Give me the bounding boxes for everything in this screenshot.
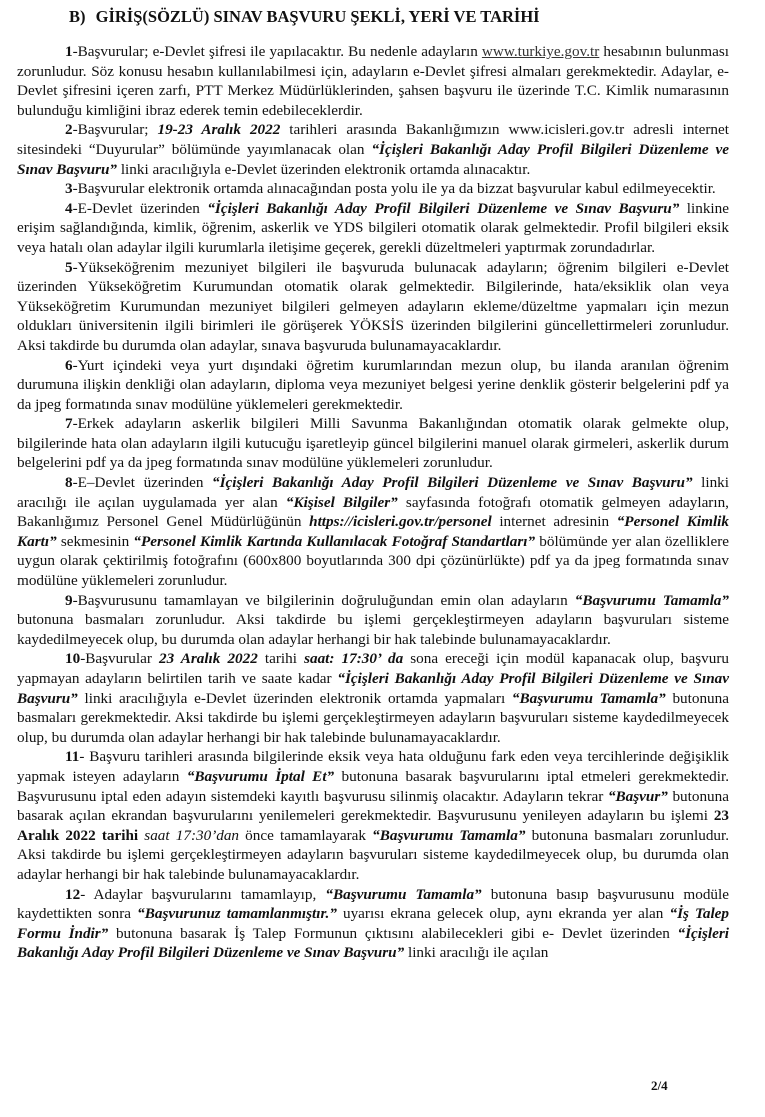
paragraph-3: 3-Başvurular elektronik ortamda alınacağından posta yolu ile ya da bizzat başvurular kabul edilmeyecektir. <box>65 180 716 198</box>
section-title: GİRİŞ(SÖZLÜ) SINAV BAŞVURU ŞEKLİ, YERİ VE TARİHİ <box>95 7 540 26</box>
document-page <box>17 6 729 963</box>
paragraph-12: 12- Adaylar başvurularını tamamlayıp, “Başvurumu Tamamla” butonuna basıp başvurusunu modüle kaydettikten sonra “Başvurunuz tamamlanmıştır.” uyarısı ekrana gelecek olup, aynı ekranda yer alan “İş Talep Formu İndir” butonuna basarak İş Talep Formunun çıktısını alabilecekleri gibi e- Devlet üzerinden “İçişleri Bakanlığı Aday Profil Bilgileri Düzenleme ve Sınav Başvuru” linki aracılığı ile açılan <box>17 885 730 962</box>
paragraph-1: 1-Başvurular; e-Devlet şifresi ile yapılacaktır. Bu nedenle adayların www.turkiye.gov.tr hesabının bulunması zorunludur. Söz konusu hesabın kullanılabilmesi için, adayların e-Devlet şifresi almaları gerekmektedir. Adaylar, e-Devlet şifresini içeren zarfı, PTT Merkez Müdürlüklerinden, şahsen başvuru ile üzerinde T.C. Kimlik numarasının bulunduğu kimliğini ibraz ederek temin edebileceklerdir. <box>17 43 729 119</box>
paragraph-4: 4-E-Devlet üzerinden “İçişleri Bakanlığı Aday Profil Bilgileri Düzenleme ve Sınav Başvuru” linkine erişim sağlandığında, kimlik, öğrenim, askerlik ve YDS bilgileri otomatik olarak gelmektedir. Profil bilgileri eksik veya hatalı olan adaylar ilgili kurumlarla iletişime geçerek, gerekli düzeltmeleri yaptırmak zorundadırlar. <box>17 199 729 256</box>
section-heading <box>17 6 729 28</box>
paragraph-2: 2-Başvurular; 19-23 Aralık 2022 tarihleri arasında Bakanlığımızın www.icisleri.gov.tr adresli internet sitesindeki “Duyurular” bölümünde yayımlanacak olan “İçişleri Bakanlığı Aday Profil Bilgileri Düzenleme ve Sınav Başvuru” linki aracılığıyla e-Devlet üzerinden elektronik ortamda alınacaktır. <box>17 121 729 178</box>
paragraph-10: 10-Başvurular 23 Aralık 2022 tarihi saat: 17:30’ da sona ereceği için modül kapanacak olup, başvuru yapmayan adayların belirtilen tarih ve saate kadar “İçişleri Bakanlığı Aday Profil Bilgileri Düzenleme ve Sınav Başvuru” linki aracılığıyla e-Devlet üzerinden elektronik ortamda yapmaları “Başvurumu Tamamla” butonuna basmaları gerekmektedir. Aksi takdirde bu işlemi gerçekleştirmeyen adayların başvuruları sisteme kaydedilmeyecek olup, bu durumda olan adaylar herhangi bir hak talebinde bulunamayacaklardır. <box>17 650 730 746</box>
paragraph-5: 5-Yükseköğrenim mezuniyet bilgileri ile başvuruda bulunacak adayların; öğrenim bilgileri e-Devlet üzerinden Yükseköğretim Kurumundan otomatik olarak gelmektedir. Bilgilerinde, hata/eksiklik olan veya Yükseköğretim Kurumundan mezuniyet bilgileri gelmeyen adayların ekleme/düzeltme yapmaları için mezun oldukları üniversitenin ilgili birimleri ile görüşerek YÖKSİS üzerinden bilgilerini güncellettirmeleri zorunludur. Aksi takdirde bu durumda olan adaylar, sınava başvuruda bulunamayacaklardır. <box>17 258 729 354</box>
paragraph-7: 7-Erkek adayların askerlik bilgileri Milli Savunma Bakanlığından otomatik olarak gelmekte olup, bilgilerinde hata olan adayların ilgili kutucuğu işaretleyip güncel bilgilerini manuel olarak girmeleri, askerlik durum belgelerini pdf ya da jpeg formatında sınav modülüne yüklemeleri zorunludur. <box>17 415 729 472</box>
turkiye-gov-link[interactable]: www.turkiye.gov.tr <box>481 43 600 60</box>
page-number: 2/4 <box>651 1078 668 1093</box>
paragraph-8: 8-E–Devlet üzerinden “İçişleri Bakanlığı Aday Profil Bilgileri Düzenleme ve Sınav Başvuru” linki aracılığı ile açılan uygulamada yer alan “Kişisel Bilgiler” sayfasında fotoğrafı otomatik gelmeyen adayların, Bakanlığımız Personel Genel Müdürlüğünün https://icisleri.gov.tr/personel internet adresinin “Personel Kimlik Kartı” sekmesinin “Personel Kimlik Kartında Kullanılacak Fotoğraf Standartları” bölümünde yer alan özelliklere uygun olarak çektirilmiş fotoğrafını (600x800 boyutlarında 300 dpi çözünürlükte) pdf ya da jpeg formatında sınav modülüne yüklemeleri zorunludur. <box>17 474 729 590</box>
paragraph-11: 11- Başvuru tarihleri arasında bilgilerinde eksik veya hata olduğunu fark eden veya tercihlerinde değişiklik yapmak isteyen adayların “Başvurumu İptal Et” butonuna basarak başvurularını iptal etmeleri gerekmektedir. Başvurusunu iptal eden adayın sistemdeki kayıtlı başvurusu silinmiş olacaktır. Adayların tekrar “Başvur” butonuna basarak açılan ekrandan başvurularını yenilemeleri gerekmektedir. Başvurusunu yenileyen adayların bu işlemi 23 Aralık 2022 tarihi saat 17:30’dan önce tamamlayarak “Başvurumu Tamamla” butonuna basmaları zorunludur. Aksi takdirde bu işlemi gerçekleştirmeyen adayların başvuruları sisteme kaydedilmeyecek olup, bu durumda olan adaylar herhangi bir hak talebinde bulunamayacaklardır. <box>17 748 730 883</box>
paragraph-9: 9-Başvurusunu tamamlayan ve bilgilerinin doğruluğundan emin olan adayların “Başvurumu Tamamla” butonuna basmaları zorunludur. Aksi takdirde bu işlemi gerçekleştirmeyen adayların başvuruları sisteme kaydedilmeyecek olup, bu durumda olan adaylar herhangi bir hak talebinde bulunamayacaklardır. <box>17 591 729 648</box>
paragraph-6: 6-Yurt içindeki veya yurt dışındaki öğretim kurumlarından mezun olup, bu ilanda aranılan öğrenim durumuna ilişkin denkliği olan adayların, diploma veya mezuniyet belgesi yerine denklik gösterir belgelerini pdf ya da jpeg formatında sınav modülüne yüklemeleri gerekmektedir. <box>17 356 729 413</box>
section-letter: B) <box>69 7 86 26</box>
